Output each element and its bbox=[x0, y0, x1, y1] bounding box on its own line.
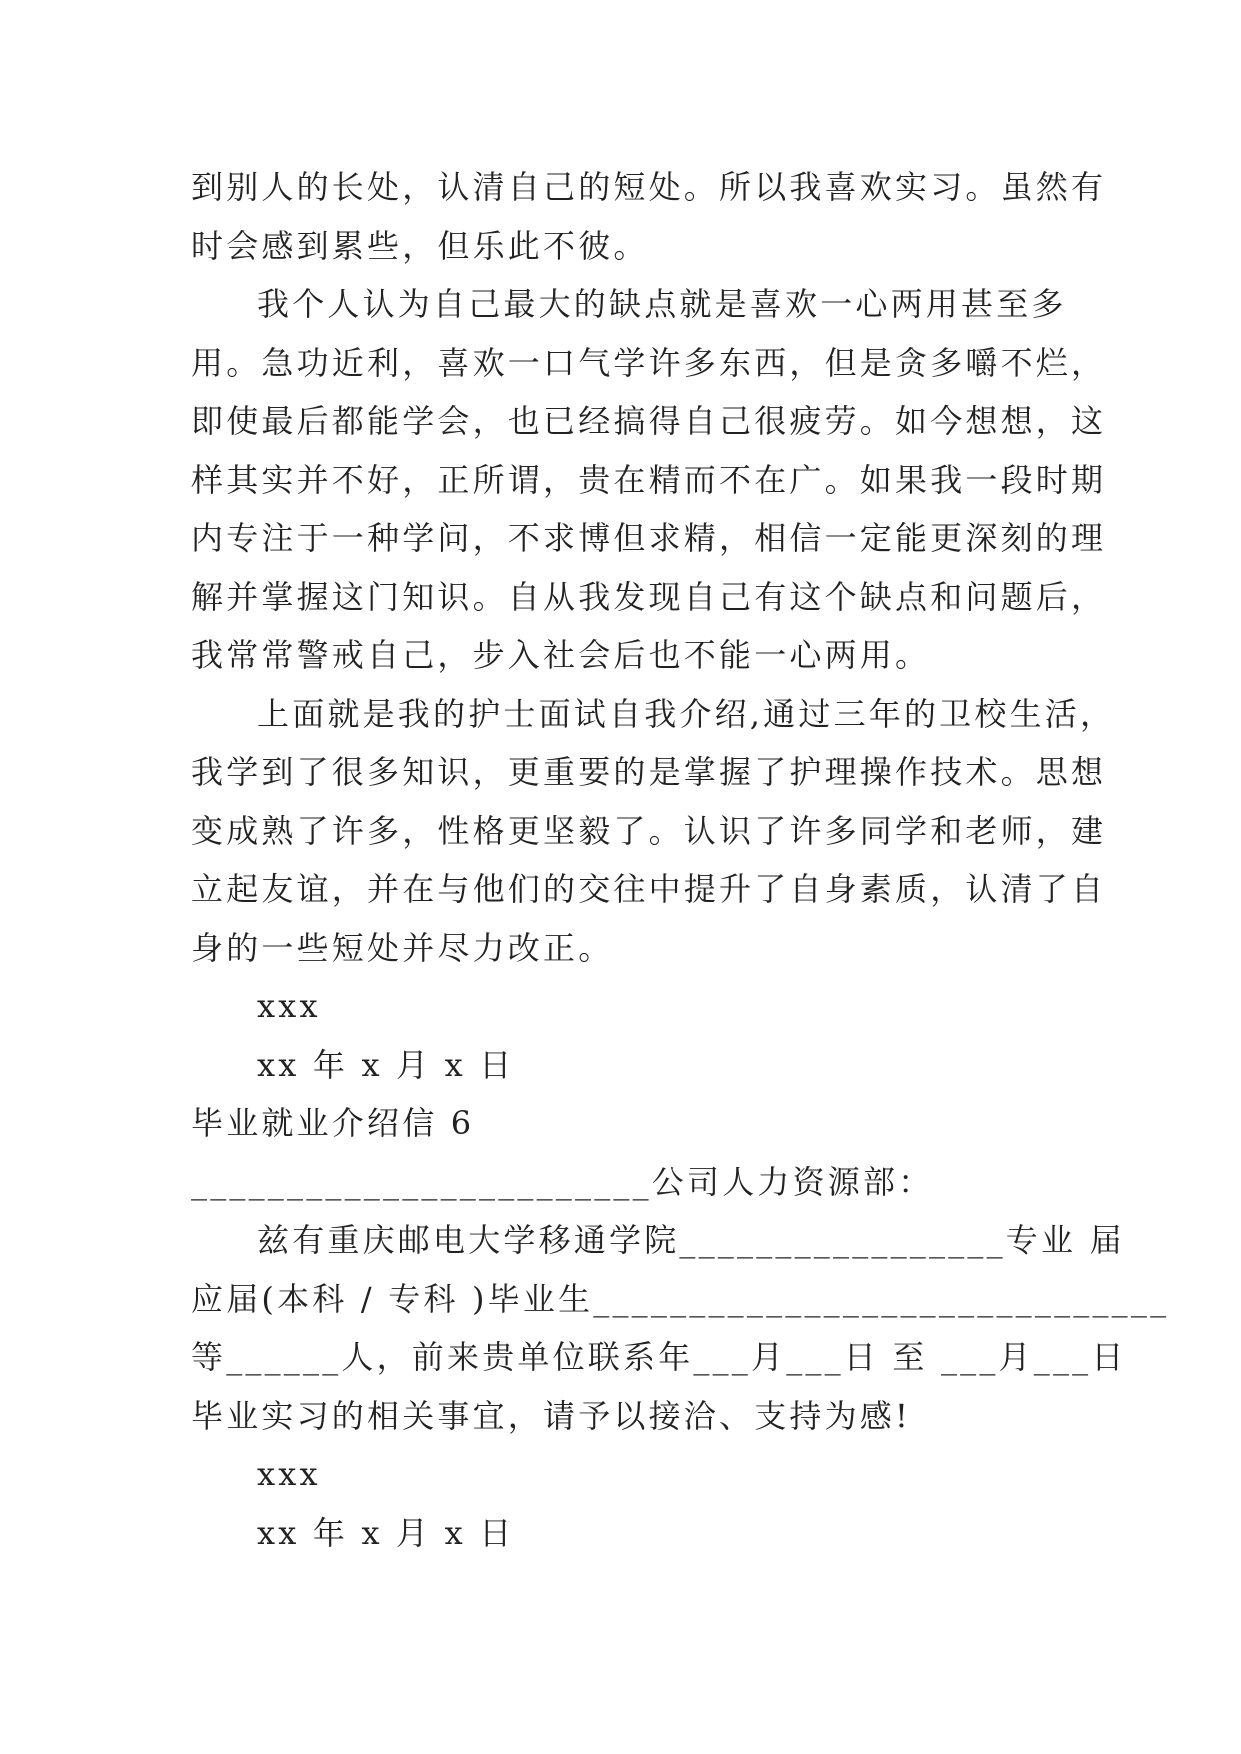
signature-name: xxx bbox=[257, 1455, 321, 1493]
signature-name: xxx bbox=[257, 987, 321, 1025]
section-title: 毕业就业介绍信 6 bbox=[191, 1104, 475, 1142]
paragraph-1 bbox=[191, 158, 1107, 275]
text-line: 时会感到累些，但乐此不彼。 bbox=[191, 226, 649, 265]
signature-date: xx 年 x 月 x 日 bbox=[257, 1513, 515, 1552]
text-line: 解并掌握这门知识。自从我发现自己有这个缺点和问题后， bbox=[191, 577, 1107, 616]
text-line: 等______人，前来贵单位联系年___月___日 至 ___月___日 bbox=[191, 1338, 1127, 1376]
text-line: 到别人的长处，认清自己的短处。所以我喜欢实习。虽然有 bbox=[191, 168, 1107, 206]
text-line: 样其实并不好，正所谓，贵在精而不在广。如果我一段时期 bbox=[191, 460, 1107, 499]
text-line: 我个人认为自己最大的缺点就是喜欢一心两用甚至多 bbox=[257, 285, 1067, 323]
text-line: 应届(本科 / 专科 )毕业生______________________________ bbox=[191, 1279, 1170, 1318]
text-line: 用。急功近利，喜欢一口气学许多东西，但是贪多嚼不烂， bbox=[191, 343, 1107, 382]
letter-recipient: ________________________公司人力资源部： bbox=[191, 1162, 934, 1201]
text-line: 变成熟了许多，性格更坚毅了。认识了许多同学和老师，建 bbox=[191, 811, 1107, 850]
text-line: 毕业实习的相关事宜，请予以接洽、支持为感! bbox=[191, 1396, 912, 1435]
text-line: 身的一些短处并尽力改正。 bbox=[191, 928, 614, 967]
text-line: 立起友谊，并在与他们的交往中提升了自身素质，认清了自 bbox=[191, 870, 1107, 908]
signature-date: xx 年 x 月 x 日 bbox=[257, 1045, 515, 1084]
text-line: 我学到了很多知识，更重要的是掌握了护理操作技术。思想 bbox=[191, 753, 1107, 791]
text-line: 内专注于一种学问，不求博但求精，相信一定能更深刻的理 bbox=[191, 519, 1107, 557]
document-body bbox=[191, 158, 1170, 1562]
paragraph-3 bbox=[191, 685, 1116, 978]
text-line: 即使最后都能学会，也已经搞得自己很疲劳。如今想想，这 bbox=[191, 402, 1107, 440]
text-line: 上面就是我的护士面试自我介绍,通过三年的卫校生活， bbox=[257, 694, 1116, 733]
text-line: 兹有重庆邮电大学移通学院_________________专业 届 bbox=[257, 1221, 1125, 1259]
text-line: 我常常警戒自己，步入社会后也不能一心两用。 bbox=[191, 636, 931, 674]
letter-body bbox=[191, 1211, 1170, 1445]
paragraph-2 bbox=[191, 275, 1107, 685]
